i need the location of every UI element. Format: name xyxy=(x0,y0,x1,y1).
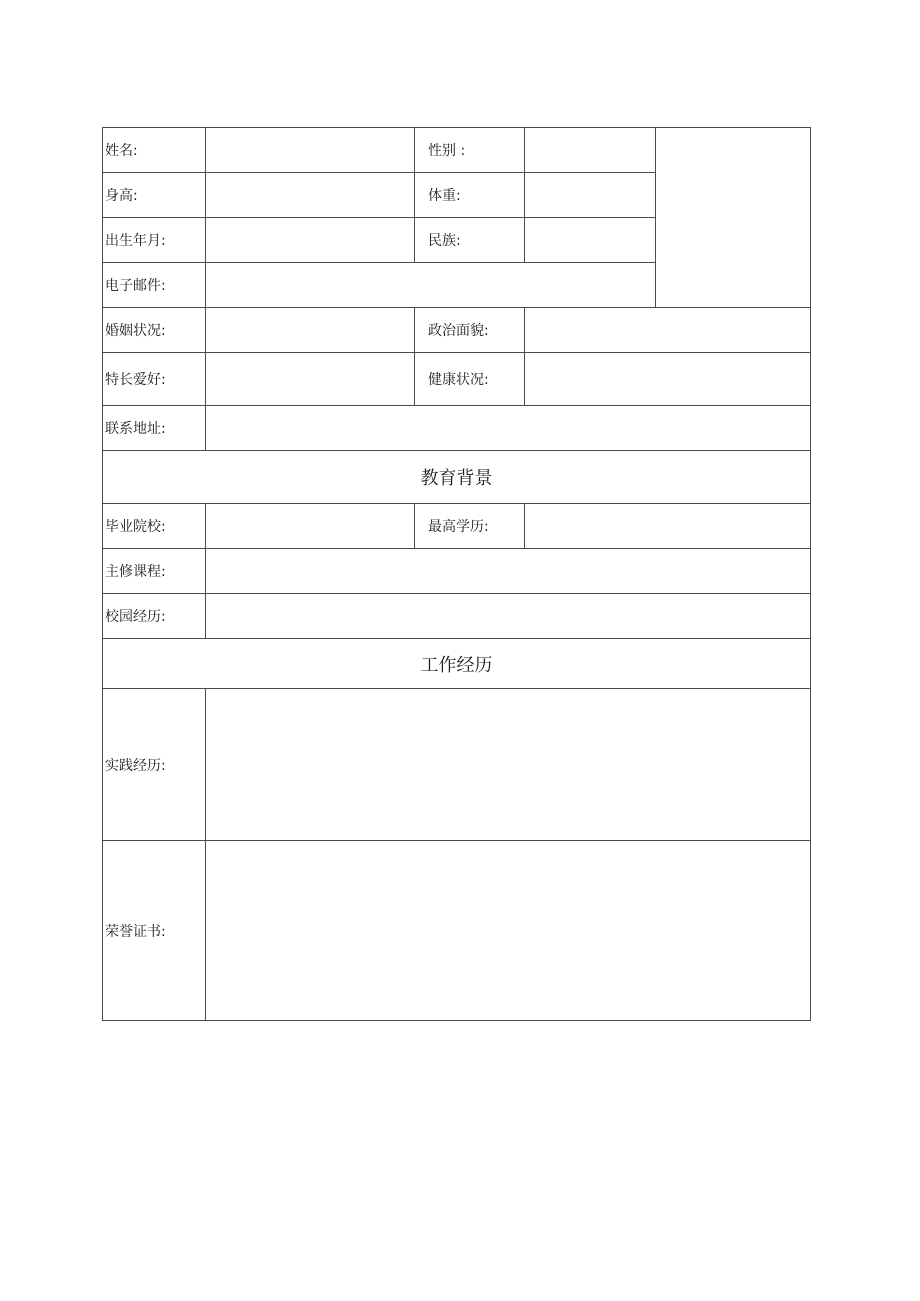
row-name-gender xyxy=(103,128,811,173)
name-field[interactable] xyxy=(206,128,415,173)
row-practice xyxy=(103,689,811,841)
ethnicity-field[interactable] xyxy=(525,218,656,263)
education-heading: 教育背景 xyxy=(103,451,811,504)
political-field[interactable] xyxy=(525,308,811,353)
row-hobby-health xyxy=(103,353,811,406)
school-field[interactable] xyxy=(206,504,415,549)
email-label: 电子邮件: xyxy=(103,263,206,308)
campus-label: 校园经历: xyxy=(103,594,206,639)
row-work-heading xyxy=(103,639,811,689)
political-label: 政治面貌: xyxy=(415,308,525,353)
degree-field[interactable] xyxy=(525,504,811,549)
row-courses xyxy=(103,549,811,594)
weight-label: 体重: xyxy=(415,173,525,218)
name-label: 姓名: xyxy=(103,128,206,173)
gender-label: 性别 : xyxy=(415,128,525,173)
health-label: 健康状况: xyxy=(415,353,525,406)
courses-label: 主修课程: xyxy=(103,549,206,594)
height-field[interactable] xyxy=(206,173,415,218)
address-label: 联系地址: xyxy=(103,406,206,451)
row-education-heading xyxy=(103,451,811,504)
degree-label: 最高学历: xyxy=(415,504,525,549)
honors-field[interactable] xyxy=(206,841,811,1021)
courses-field[interactable] xyxy=(206,549,811,594)
row-campus xyxy=(103,594,811,639)
ethnicity-label: 民族: xyxy=(415,218,525,263)
resume-form-table xyxy=(102,127,811,1021)
row-honors xyxy=(103,841,811,1021)
birth-label: 出生年月: xyxy=(103,218,206,263)
address-field[interactable] xyxy=(206,406,811,451)
weight-field[interactable] xyxy=(525,173,656,218)
photo-box[interactable] xyxy=(656,128,811,308)
email-field[interactable] xyxy=(206,263,656,308)
work-heading: 工作经历 xyxy=(103,639,811,689)
hobby-label: 特长爱好: xyxy=(103,353,206,406)
campus-field[interactable] xyxy=(206,594,811,639)
row-school-degree xyxy=(103,504,811,549)
row-address xyxy=(103,406,811,451)
honors-label: 荣誉证书: xyxy=(103,841,206,1021)
marital-label: 婚姻状况: xyxy=(103,308,206,353)
health-field[interactable] xyxy=(525,353,811,406)
practice-field[interactable] xyxy=(206,689,811,841)
height-label: 身高: xyxy=(103,173,206,218)
practice-label: 实践经历: xyxy=(103,689,206,841)
gender-field[interactable] xyxy=(525,128,656,173)
school-label: 毕业院校: xyxy=(103,504,206,549)
hobby-field[interactable] xyxy=(206,353,415,406)
row-marital-political xyxy=(103,308,811,353)
birth-field[interactable] xyxy=(206,218,415,263)
marital-field[interactable] xyxy=(206,308,415,353)
